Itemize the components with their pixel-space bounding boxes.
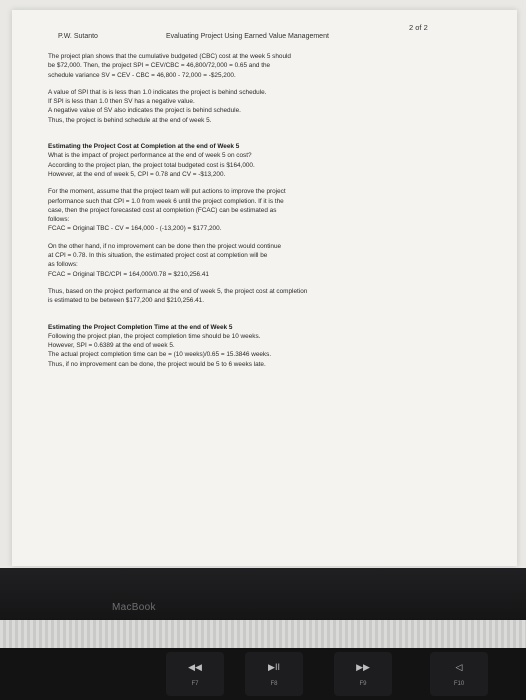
play-pause-icon: ▶II: [268, 662, 280, 672]
text-line: Thus, if no improvement can be done, the project would be 5 to 6 weeks late.: [48, 360, 266, 368]
text-line: performance such that CPI = 1.0 from week 6 until the project completion. If it is the: [48, 197, 284, 205]
header-author: P.W. Sutanto: [58, 33, 98, 40]
text-line: What is the impact of project performance at the end of week 5 on cost?: [48, 152, 252, 160]
brand-label: MacBook: [112, 602, 156, 613]
document-body: [48, 52, 378, 377]
fast-forward-key[interactable]: [334, 652, 392, 696]
key-label: F7: [191, 681, 199, 687]
key-label: F10: [453, 681, 465, 687]
text-line: The project plan shows that the cumulative budgeted (CBC) cost at the week 5 should: [48, 53, 291, 60]
rewind-key[interactable]: [166, 652, 224, 696]
text-line: Thus, the project is behind schedule at the end of week 5.: [48, 116, 212, 124]
paragraph: [48, 242, 378, 279]
play-pause-key[interactable]: [245, 652, 303, 696]
text-line: The actual project completion time can be = (10 weeks)/0.65 = 15.3846 weeks.: [48, 351, 272, 359]
key-label: F9: [359, 681, 367, 687]
text-line: be $72,000. Then, the project SPI = CEV/CBC = 46,800/72,000 = 0.65 and the: [48, 62, 271, 70]
rewind-icon: ◀◀: [188, 662, 202, 672]
text-line: is estimated to be between $177,200 and $210,256.41.: [48, 297, 204, 305]
text-line: at CPI = 0.78. In this situation, the estimated project cost at completion will be: [48, 252, 268, 260]
header-title: Evaluating Project Using Earned Value Management: [166, 33, 329, 40]
text-line: schedule variance SV = CEV - CBC = 46,800 - 72,000 = -$25,200.: [48, 71, 236, 79]
paragraph: [48, 88, 378, 125]
text-line: According to the project plan, the project total budgeted cost is $164,000.: [48, 161, 255, 169]
text-line: A negative value of SV also indicates the project is behind schedule.: [48, 107, 241, 115]
paragraph: [48, 142, 378, 179]
text-line: However, SPI = 0.6389 at the end of week 5.: [48, 342, 175, 350]
paragraph: [48, 287, 378, 306]
page-number: 2 of 2: [409, 23, 428, 32]
text-line: Thus, based on the project performance at the end of week 5, the project cost at completion: [48, 287, 308, 295]
text-line: case, then the project forecasted cost at completion (FCAC) can be estimated as: [48, 206, 277, 214]
key-label: F8: [270, 681, 278, 687]
text-line: Following the project plan, the project completion time should be 10 weeks.: [48, 332, 261, 340]
paragraph: [48, 187, 378, 233]
text-line: If SPI is less than 1.0 then SV has a negative value.: [48, 98, 195, 106]
text-line: as follows:: [48, 261, 78, 269]
text-line: For the moment, assume that the project team will put actions to improve the project: [48, 188, 286, 196]
text-line: follows:: [48, 216, 70, 224]
paragraph: [48, 52, 378, 80]
paragraph: [48, 323, 378, 369]
mute-key[interactable]: [430, 652, 488, 696]
fast-forward-icon: ▶▶: [356, 662, 370, 672]
text-line: FCAC = Original TBC/CPI = 164,000/0.78 = $210,256.41: [48, 270, 209, 278]
text-line: A value of SPI that is is less than 1.0 indicates the project is behind schedule.: [48, 88, 267, 96]
text-line: On the other hand, if no improvement can be done then the project would continue: [48, 242, 282, 250]
text-line: FCAC = Original TBC - CV = 164,000 - (-13,200) = $177,200.: [48, 225, 222, 233]
section-heading: Estimating the Project Cost at Completion at the end of Week 5: [48, 143, 240, 151]
section-heading: Estimating the Project Completion Time at the end of Week 5: [48, 323, 233, 331]
laptop-bezel: [0, 568, 526, 620]
text-line: However, at the end of week 5, CPI = 0.78 and CV = -$13,200.: [48, 170, 226, 178]
speaker-icon: ◁: [455, 662, 463, 672]
